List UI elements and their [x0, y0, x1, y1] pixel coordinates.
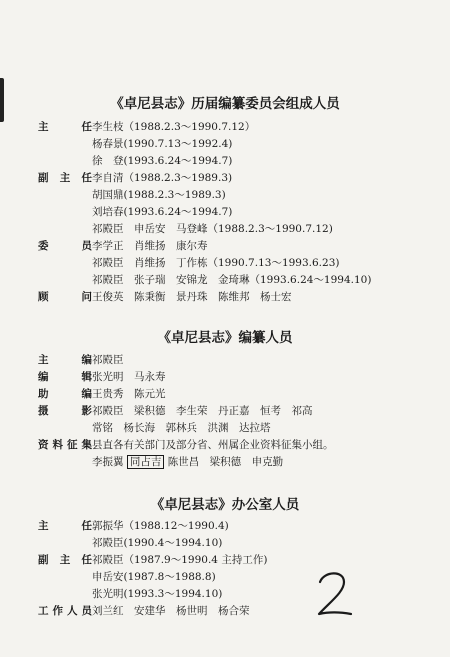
- role-label: 副主任: [38, 172, 92, 184]
- role-label: 主 编: [38, 354, 92, 366]
- entry-line: 刘培春(1993.6.24～1994.7): [92, 206, 233, 218]
- role-label: 摄 影: [38, 405, 92, 417]
- entry-line: 王贵秀 陈元光: [92, 388, 166, 400]
- entry-line: 祁殿臣: [92, 354, 124, 366]
- entry-line: 常铭 杨长海 郭林兵 洪渊 达拉塔: [92, 422, 271, 434]
- collector-name: 李振翼: [92, 456, 124, 468]
- entry-line: 申岳安(1987.8～1988.8): [92, 571, 216, 583]
- entry-line: 祁殿臣（1987.9～1990.4 主持工作): [92, 554, 268, 566]
- role-label: 副主任: [38, 554, 92, 566]
- role-label: 顾 问: [38, 291, 92, 303]
- entry-line: 祁殿臣(1990.4～1994.10): [92, 537, 223, 549]
- role-label: 主 任: [38, 121, 92, 133]
- role-label: 主 任: [38, 520, 92, 532]
- entry-line: 杨春景(1990.7.13～1992.4): [92, 138, 233, 150]
- committee-title: 《卓尼县志》历届编纂委员会组成人员: [110, 96, 340, 112]
- office-title: 《卓尼县志》办公室人员: [150, 497, 300, 513]
- entry-line: 祁殿臣 肖维扬 丁作栋（1990.7.13～1993.6.23): [92, 257, 340, 269]
- collector-name-boxed: 同占吉: [127, 455, 165, 469]
- entry-line: 李自清（1988.2.3～1989.3): [92, 172, 233, 184]
- role-label: 委 员: [38, 240, 92, 252]
- entry-line: 刘兰红 安建华 杨世明 杨合荣: [92, 605, 250, 617]
- entry-line: 徐 登(1993.6.24～1994.7): [92, 155, 233, 167]
- entry-line: 县直各有关部门及部分省、州属企业资料征集小组。: [92, 439, 334, 451]
- entry-line: 郭振华（1988.12～1990.4): [92, 520, 229, 532]
- entry-line: 李学正 肖维扬 康尔寿: [92, 240, 208, 252]
- role-label: 资料征集: [38, 439, 92, 451]
- entry-line: 胡国鼎(1988.2.3～1989.3): [92, 189, 226, 201]
- entry-line: 祁殿臣 梁积德 李生荣 丹正嘉 恒考 祁高: [92, 405, 313, 417]
- entry-line: 张光明 马永寿: [92, 371, 166, 383]
- collection-names-line: [92, 454, 283, 470]
- role-label: 编 辑: [38, 371, 92, 383]
- entry-line: 祁殿臣 张子瑞 安锦龙 金琦琳（1993.6.24～1994.10): [92, 274, 372, 286]
- collector-names: 陈世昌 梁积德 申克勤: [167, 456, 284, 468]
- role-label: 助 编: [38, 388, 92, 400]
- handwritten-page-number: [314, 568, 354, 620]
- entry-line: 张光明(1993.3～1994.10): [92, 588, 223, 600]
- entry-line: 李生枝（1988.2.3～1990.7.12）: [92, 121, 256, 133]
- role-label: 工作人员: [38, 605, 92, 617]
- entry-line: 祁殿臣 申岳安 马登峰（1988.2.3～1990.7.12): [92, 223, 333, 235]
- entry-line: 王俊英 陈秉衡 景丹珠 陈维邦 杨士宏: [92, 291, 292, 303]
- editors-title: 《卓尼县志》编纂人员: [157, 330, 293, 346]
